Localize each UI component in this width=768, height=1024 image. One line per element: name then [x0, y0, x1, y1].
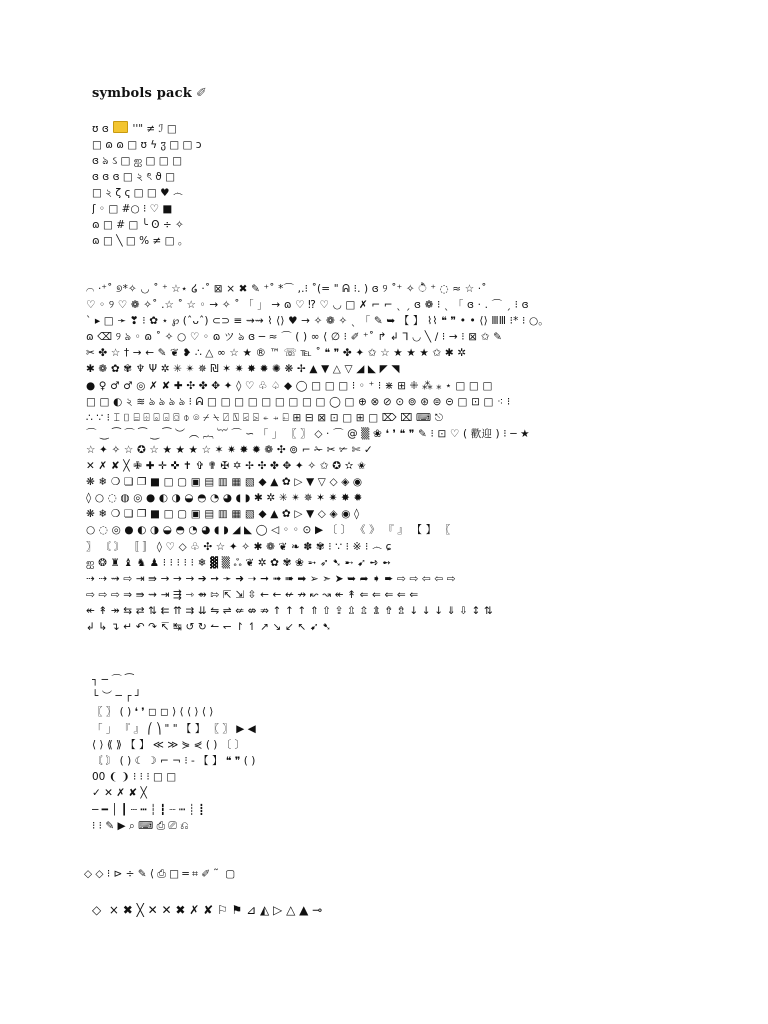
symbol-line: ɞ ɞ ɞ □ ২ ৎ ϑ □ [92, 171, 176, 183]
symbol-line: ♡ ◦ ୨ ♡ ❁ ✧˚ .☆ ˚ ☆ ◦ → ✧ ˚ 「 」 → ɷ ♡ ⁉ ♡ ◡ □ ✗ ⌐ ⌐ ˎ ˏ ɞ ❁ ⁝ ˎ 「 ɞ · . ⌒ ˏ ⁝ ɞ [86, 299, 529, 312]
page-title [92, 86, 207, 101]
symbol-line: ○ ◌ ◎ ● ◐ ◑ ◒ ◓ ◔ ◕ ◖ ◗ ◢ ◣ ◯ ◁ ◦ ◦ ⊙ ▶ 〔 〕 《 》 『 』 【 】 〖 [86, 524, 451, 537]
symbol-line: ↞ ↟ ↠ ⇆ ⇄ ⇅ ⇇ ⇈ ⇉ ⇊ ⇋ ⇌ ⇍ ⇎ ⇏ ↑ ↑ ↑ ⇑ ⇧ ⇪ ⇫ ⇬ ⇭ ⇮ ⇯ ↓ ↓ ↓ ⇓ ⇩ ↕ ⇅ [86, 604, 493, 617]
symbol-line: □ □ ◐ ২ ≋ ঌ ঌ ঌ ঌ ⁝ ᕱ □ □ □ □ □ □ □ □ □ ◯ □ ⊕ ⊗ ⊘ ⊙ ⊚ ⊛ ⊜ ⊝ □ ⊡ □ ⁖ ⁝ [86, 395, 511, 408]
symbol-line: ⇢ ⇢ ⇝ ⇨ ⇥ ⇛ → → → ➔ ➙ ➛ ➜ ➝ ➞ ➟ ➠ ➡ ➢ ➣ ➤ ➥ ➦ ➧ ➨ ⇨ ⇨ ⇦ ⇦ ⇨ [86, 572, 456, 585]
symbol-line: ✕ ✗ ✘ ╳ ✙ ✚ ✛ ✜ ✝ ✞ ✟ ✠ ✡ ✢ ✣ ✤ ✥ ✦ ✧ ✩ ✪ ✫ ✬ [86, 460, 367, 473]
pencil-icon: ✐ [196, 86, 208, 101]
symbol-line: ✓ ✕ ✗ ✘ ╳ [92, 787, 147, 800]
symbol-line: ⁝ ⁝ ✎ ▶ ⌕ ⌨ ⎙ ⎚ ⎌ [92, 819, 189, 832]
symbol-line: 〘 〙 ( ) ☾ ☽ ⌐ ¬ ⁝ - 【 】 ❝ ❞ ( ) [92, 754, 256, 767]
symbol-line: ─ ━ │ ┃ ┄ ┅ ┆ ┇ ┈ ┉ ┊ ┋ [92, 803, 205, 816]
symbol-line: ɷ □ # □ ╰ ʘ ÷ ✧ [92, 219, 184, 231]
symbol-line: ʃ ◦ □ #○ ⁝ ♡ ■ [92, 203, 173, 215]
symbol-block-small [92, 121, 292, 249]
symbol-line: ┐ ─ ⌒ ⁀ [92, 674, 134, 686]
symbol-line: ɷ ⌫ ୨ ঌ ◦ ɷ ˚ ✧ ○ ♡ ◦ ɷ ツ ঌ ɞ ─ ≈ ⌒ ( ) ∞ ⟨ ∅ ⁝ ✐ ⁺˚ ↱ ↲ ⅂ ◡ ╲ ∕ ⁝ → ⁝ ⊠ ✩ ✎ [86, 331, 503, 344]
folder-icon [113, 121, 128, 133]
symbol-line: □ ɷ ɷ □ ʊ ϟ ჳ □ □ ɔ [92, 139, 202, 151]
symbol-line: ❋ ❄ ❍ ❏ ❐ ■ □ ▢ ▣ ▤ ▥ ▦ ▧ ◆ ▲ ✿ ▷ ▼ ◇ ◈ ◉ ◊ [86, 508, 360, 521]
symbol-line: ஐ ❂ ♜ ♝ ♞ ♟ ⁝ ⁝ ⁝ ⁝ ⁝ ❄ ▓ ▒ ஃ ❦ ✲ ✿ ✾ ❀ ➵ ➶ ➷ ➸ ➹ ➺ ➻ [86, 556, 392, 569]
symbol-line: ∴ ∵ ⁝ ⌶ ⌷ ⌸ ⌹ ⌺ ⌻ ⌼ ⌽ ⌾ ⌿ ⍀ ⍁ ⍂ ⍃ ⍄ ⍅ ⍆ ⍇ ⊞ ⊟ ⊠ ⊡ □ ⊞ □ ⌦ ⌧ ⌨ ⎋ [86, 411, 444, 424]
symbol-line: ● ♀ ♂ ♂ ◎ ✗ ✘ ✚ ✣ ✤ ✥ ✦ ◊ ♡ ♧ ♤ ◆ ◯ □ □ □ ⁝ ◦ ⁺ ⁝ ⋇ ⊞ ⁜ ⁂ ⁎ ⋆ □ □ □ [86, 379, 493, 392]
symbol-line: □ ২ ζ ҁ □ □ ♥ ෴ [92, 187, 183, 199]
symbol-line: ɞ ঌ ઽ □ ஐ □ □ □ [92, 155, 182, 167]
symbol-line: ɷ □ ╲ □ % ≠ □ 。 [92, 235, 189, 247]
symbol-line: 00 ❨ ❩ ⁝ ⁝ ⁝ □ □ [92, 771, 177, 784]
symbol-line: ◇ × ✖ ╳ ✕ ✕ ✖ ✗ ✘ ⚐ ⚑ ⊿ ◭ ▷ △ ▲ ⊸ [92, 903, 323, 917]
symbol-line: ❋ ❄ ❍ ❏ ❐ ■ □ ▢ ▣ ▤ ▥ ▦ ▧ ◆ ▲ ✿ ▷ ▼ ▽ ◇ ◈ ◉ [86, 476, 363, 489]
symbol-line: ↲ ↳ ↴ ↵ ↶ ↷ ↸ ↹ ↺ ↻ ↼ ↽ ↾ ↿ ↗ ↘ ↙ ↖ ➹ ➷ [86, 620, 332, 633]
symbol-block-wide [86, 281, 686, 635]
symbol-line: 〖 〗 ( ) ❛ ❜ ◻ ◻ ⟩ ⟨ ⟨ ⟩ ⟨ ⟩ [92, 706, 214, 719]
symbol-line: ⌒ ‿ ⁀ ⌒ ⁀ ‿ ⁀ ︶ ︵ ︷ ︸ ⌒ ∽ 「 」 〖 〗 ◇ · ⌒ @ ▒ ❀ ❛ ❜ ❝ ❞ ✎ ⁝ ⊡ ♡ ( 歡迎 ) ⁝ ─ ★ [86, 427, 530, 440]
symbol-line: 〗 〘 〙 〚 〛 ◊ ♡ ◇ ♧ ✣ ☆ ✦ ✧ ✱ ❁ ❦ ❧ ✽ ✾ ⁝ ∵ ⁝ ※ ⁝ ෴ ɕ [86, 540, 392, 553]
symbol-line: ◇ ◇ ⁝ ⊳ ÷ ✎ ⟨ ⎙ □ ═ ⌗ ✐ ˜ ▢ [84, 868, 236, 880]
symbol-line: ⌒ ·⁺˚ ୭*✧ ◡ ˚ ⁺ ☆⋆ ໒ ·˚ ⊠ × ✖ ✎ ⁺˚ *⌒ ,.⁝ ˚(= " ᕱ ⁝. ) ɞ ୨ ˚⁺ ✧ ੈ ⁺ ◌ ≈ ☆ ·˚ [86, 283, 487, 295]
symbol-line: ◊ ○ ◌ ◍ ◎ ● ◐ ◑ ◒ ◓ ◔ ◕ ◖ ◗ ✱ ✲ ✳ ✴ ✵ ✶ ✷ ✸ ✹ [86, 492, 363, 505]
symbol-line: 「 」 『 』 ⎛ ⎞ " " 【 】 〖 〗 ▶ ◀ [92, 722, 256, 735]
symbol-line: ☆ ✦ ✧ ☆ ✪ ☆ ★ ★ ★ ☆ ✶ ✷ ✸ ✹ ❁ ✣ ⊚ ⌐ ✁ ✂ ✃ ✄ ✓ [86, 443, 373, 456]
symbol-line: ✂ ✤ ☆ † → ← ✎ ❦ ❥ ∴ △ ∞ ☆ ★ ® ™ ☏ ℡ ˚ ❝ ❞ ✤ ✦ ✩ ☆ ★ ★ ★ ✩ ✱ ✲ [86, 347, 467, 360]
symbol-line: └ ︶ ─ ┌ ┘ [92, 690, 142, 703]
symbol-line: ˋ ▸ □ ➛ ❣ ⁝ ✿ ⋆ ℘ (ˆᴗˆ) ⊂⊃ ≡ ⇝⇝ ⌇ ⟨⟩ ♥ → ✧ ❁ ✧ ˎ 「 ✎ ➥ 【 】 ⌇⌇ ❝ ❞ • • ⟨⟩ ⅢⅢ ⁝* ⁝ ○。 [86, 315, 549, 328]
symbol-line: ʊ ɞ ''" ≠ ℐ □ [92, 123, 177, 135]
symbol-block-mid [92, 672, 412, 834]
symbol-line: ✱ ❁ ✿ ✾ ♆ Ψ ✲ ✳ ✴ ✵ ₪ ✶ ✷ ✸ ✹ ✺ ❋ ✢ ▲ ▼ △ ▽ ◢ ◣ ◤ ◥ [86, 363, 400, 376]
symbol-line: ⟨ ⟩ ⟪ ⟫ 【 】 ≪ ≫ ⋟ ⋞ ( ) 〔 〕 [92, 738, 246, 751]
symbol-line: ⇨ ⇨ ⇨ ⇒ ⇛ ⇝ ⇥ ⇶ ⇾ ⇴ ⇰ ⇱ ⇲ ⇳ ← ← ↚ ↛ ↜ ↝ ↞ ↟ ⇐ ⇐ ⇐ ⇐ ⇐ [86, 588, 419, 601]
symbol-line-a [84, 866, 404, 882]
title-text: symbols pack [92, 86, 193, 101]
symbol-line-b [92, 902, 412, 918]
